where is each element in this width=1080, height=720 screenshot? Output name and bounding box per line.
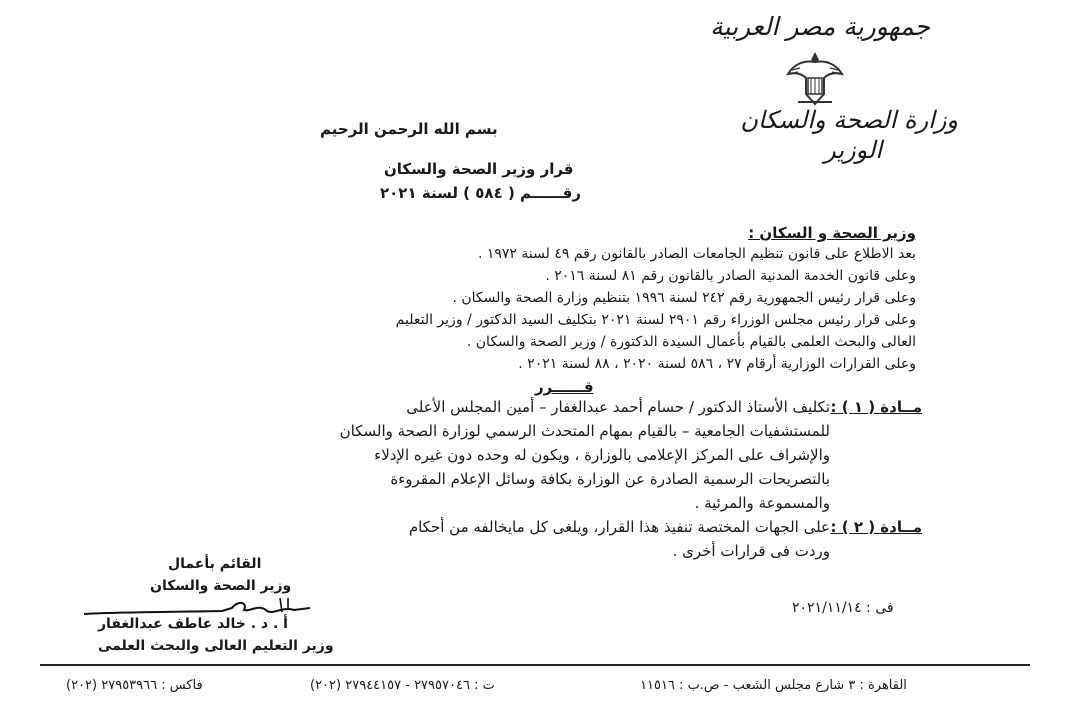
article-1-line: تكليف الأستاذ الدكتور / حسام أحمد عبدالغفار – أمين المجلس الأعلى: [406, 398, 830, 416]
preamble-line: وعلى قرار رئيس الجمهورية رقم ٢٤٢ لسنة ١٩٩٦ بتنظيم وزارة الصحة والسكان .: [452, 290, 916, 306]
article-1-line: والمسموعة والمرئية .: [694, 494, 830, 512]
article-2-label: مــادة ( ٢ ) :: [830, 518, 922, 536]
preamble-line: بعد الاطلاع على قانون تنظيم الجامعات الصادر بالقانون رقم ٤٩ لسنة ١٩٧٢ .: [477, 246, 916, 262]
article-1-line: والإشراف على المركز الإعلامى بالوزارة ، ويكون له وحده دون غيره الإدلاء: [374, 446, 830, 464]
preamble-line: وعلى قانون الخدمة المدنية الصادر بالقانون رقم ٨١ لسنة ٢٠١٦ .: [545, 268, 916, 284]
eagle-emblem-icon: [784, 48, 846, 110]
country-name: جمهورية مصر العربية: [710, 12, 930, 41]
footer-divider: [40, 664, 1030, 666]
footer-address: القاهرة : ٣ شارع مجلس الشعب - ص.ب : ١١٥١٦: [640, 678, 907, 693]
article-2-line: على الجهات المختصة تنفيذ هذا القرار، ويلغى كل مايخالفه من أحكام: [408, 518, 830, 536]
footer-phones: ت : ٢٧٩٥٧٠٤٦ - ٢٧٩٤٤١٥٧ (٢٠٢): [310, 678, 495, 693]
ministry-name: وزارة الصحة والسكان: [740, 106, 958, 134]
preamble-line: وعلى قرار رئيس مجلس الوزراء رقم ٢٩٠١ لسنة ٢٠٢١ بتكليف السيد الدكتور / وزير التعليم: [395, 312, 916, 328]
basmala: بسم الله الرحمن الرحيم: [320, 120, 498, 138]
signatory-acting: القائم بأعمال: [168, 556, 262, 572]
decides-heading: قــــــرر: [535, 378, 594, 396]
preamble-line: وعلى القرارات الوزارية أرقام ٢٧ ، ٥٨٦ لسنة ٢٠٢٠ ، ٨٨ لسنة ٢٠٢١ .: [518, 356, 916, 372]
preamble-line: العالى والبحث العلمى بالقيام بأعمال السيدة الدكتورة / وزير الصحة والسكان .: [466, 334, 916, 350]
article-1-line: بالتصريحات الرسمية الصادرة عن الوزارة بكافة وسائل الإعلام المقروءة: [390, 470, 830, 488]
preamble-addressee: وزير الصحة و السكان :: [748, 224, 916, 242]
footer-fax: فاكس : ٢٧٩٥٣٩٦٦ (٢٠٢): [66, 678, 203, 693]
decree-title: قرار وزير الصحة والسكان: [384, 160, 574, 178]
article-2-line: وردت فى قرارات أخرى .: [672, 542, 830, 560]
article-1-line: للمستشفيات الجامعية – بالقيام بمهام المتحدث الرسمي لوزارة الصحة والسكان: [339, 422, 830, 440]
decree-number: رقــــــم ( ٥٨٤ ) لسنة ٢٠٢١: [380, 184, 582, 202]
article-1-label: مــادة ( ١ ) :: [830, 398, 922, 416]
office-name: الوزير: [824, 136, 882, 164]
signatory-post: وزير الصحة والسكان: [150, 578, 292, 594]
decree-date: فى : ٢٠٢١/١١/١٤: [792, 600, 894, 616]
signatory-role: وزير التعليم العالى والبحث العلمى: [98, 638, 334, 654]
signatory-name: أ . د . خالد عاطف عبدالغفار: [98, 616, 288, 632]
